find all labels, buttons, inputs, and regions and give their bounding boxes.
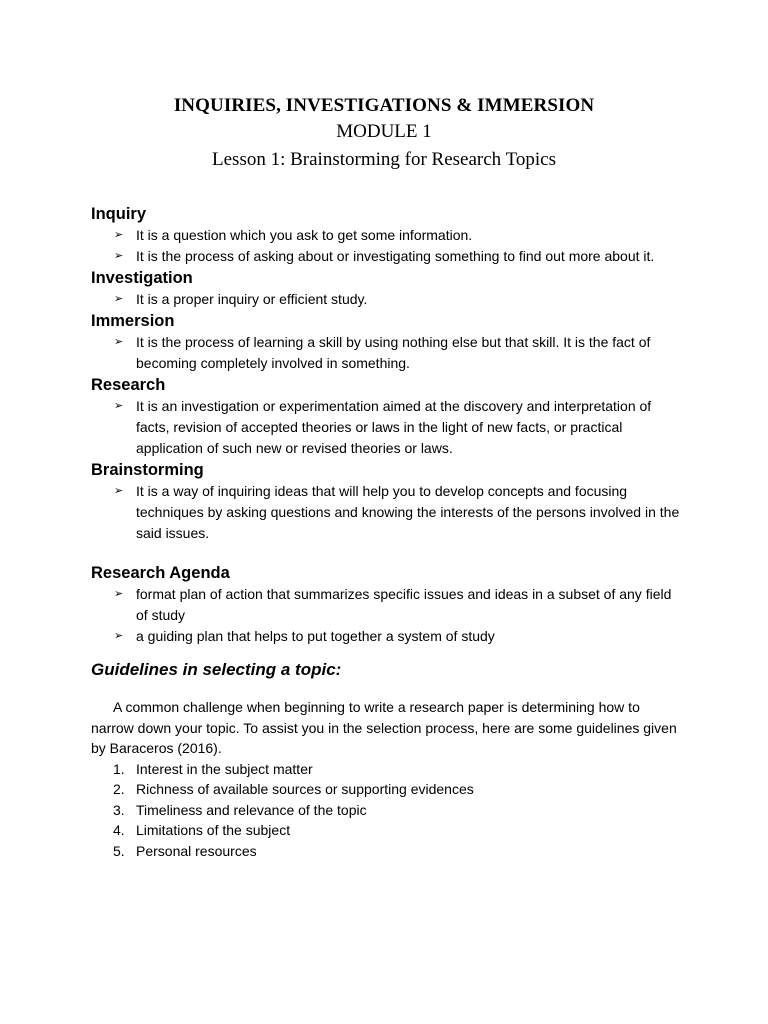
- list-item: [91, 841, 686, 862]
- list-item: [91, 332, 686, 374]
- guidelines-heading: Guidelines in selecting a topic:: [91, 660, 342, 679]
- section-immersion: [91, 310, 686, 374]
- list-item-text: It is an investigation or experimentation aimed at the discovery and interpretation of facts, revision of accepted theories or laws in the light of new facts, or practical application of such new or revised theories or laws.: [136, 398, 652, 456]
- module-label: MODULE 1: [336, 121, 432, 142]
- list-item: [91, 246, 686, 267]
- document-body: [91, 203, 686, 861]
- bullet-list: [91, 584, 686, 647]
- list-item: [91, 396, 686, 459]
- list-item: [91, 289, 686, 310]
- section-heading: Immersion: [91, 312, 175, 330]
- list-item: [91, 481, 686, 544]
- lesson-title: Lesson 1: Brainstorming for Research Topics: [212, 149, 556, 170]
- bullet-list: [91, 481, 686, 544]
- arrowhead-bullet-icon: ➢: [114, 630, 124, 642]
- item-number: 2.: [113, 781, 125, 797]
- arrowhead-bullet-icon: ➢: [114, 250, 124, 262]
- spacer: [91, 544, 686, 562]
- section-research: [91, 374, 686, 459]
- section-investigation: [91, 267, 686, 310]
- guidelines-paragraph: A common challenge when beginning to write a research paper is determining how to narrow down your topic. To assist you in the selection process, here are some guidelines given by Baraceros (2016).: [91, 699, 677, 756]
- list-item-text: Timeliness and relevance of the topic: [136, 801, 367, 818]
- list-item-text: It is a question which you ask to get some information.: [136, 227, 473, 243]
- list-item-text: a guiding plan that helps to put together a system of study: [136, 628, 495, 644]
- item-number: 4.: [113, 822, 125, 838]
- arrowhead-bullet-icon: ➢: [114, 229, 124, 241]
- section-guidelines: [91, 659, 686, 861]
- section-heading: Research Agenda: [91, 564, 230, 582]
- list-item-text: It is a way of inquiring ideas that will help you to develop concepts and focusing techniques by asking questions and knowing the interests of the persons involved in the said issues.: [136, 483, 680, 541]
- list-item-text: It is the process of learning a skill by using nothing else but that skill. It is the fact of becoming completely involved in something.: [136, 334, 651, 371]
- section-heading: Investigation: [91, 269, 193, 287]
- list-item: [91, 759, 686, 780]
- section-heading: Research: [91, 376, 166, 394]
- section-inquiry: [91, 203, 686, 267]
- section-research-agenda: [91, 562, 686, 647]
- item-number: 1.: [113, 760, 125, 777]
- list-item-text: It is a proper inquiry or efficient study.: [136, 291, 368, 307]
- item-number: 3.: [113, 801, 125, 818]
- arrowhead-bullet-icon: ➢: [114, 588, 124, 600]
- list-item-text: format plan of action that summarizes specific issues and ideas in a subset of any field of study: [136, 586, 672, 623]
- list-item-text: Personal resources: [136, 842, 257, 859]
- numbered-list: [91, 759, 686, 862]
- item-number: 5.: [113, 842, 125, 859]
- section-heading: Brainstorming: [91, 461, 204, 479]
- arrowhead-bullet-icon: ➢: [114, 485, 124, 497]
- list-item-text: Limitations of the subject: [136, 822, 291, 838]
- list-item: [91, 820, 686, 841]
- list-item-text: Interest in the subject matter: [136, 760, 313, 777]
- list-item: [91, 584, 686, 626]
- list-item: [91, 225, 686, 246]
- arrowhead-bullet-icon: ➢: [114, 293, 124, 305]
- list-item-text: It is the process of asking about or investigating something to find out more about it.: [136, 248, 655, 264]
- list-item-text: Richness of available sources or supporting evidences: [136, 781, 474, 797]
- arrowhead-bullet-icon: ➢: [114, 336, 124, 348]
- list-item: [91, 800, 686, 821]
- document-title: INQUIRIES, INVESTIGATIONS & IMMERSION: [173, 95, 595, 116]
- section-heading: Inquiry: [91, 205, 147, 223]
- list-item: [91, 779, 686, 800]
- bullet-list: [91, 225, 686, 267]
- list-item: [91, 626, 686, 647]
- section-brainstorming: [91, 459, 686, 544]
- bullet-list: [91, 289, 686, 310]
- bullet-list: [91, 396, 686, 459]
- document-header: [0, 94, 768, 174]
- arrowhead-bullet-icon: ➢: [114, 400, 124, 412]
- bullet-list: [91, 332, 686, 374]
